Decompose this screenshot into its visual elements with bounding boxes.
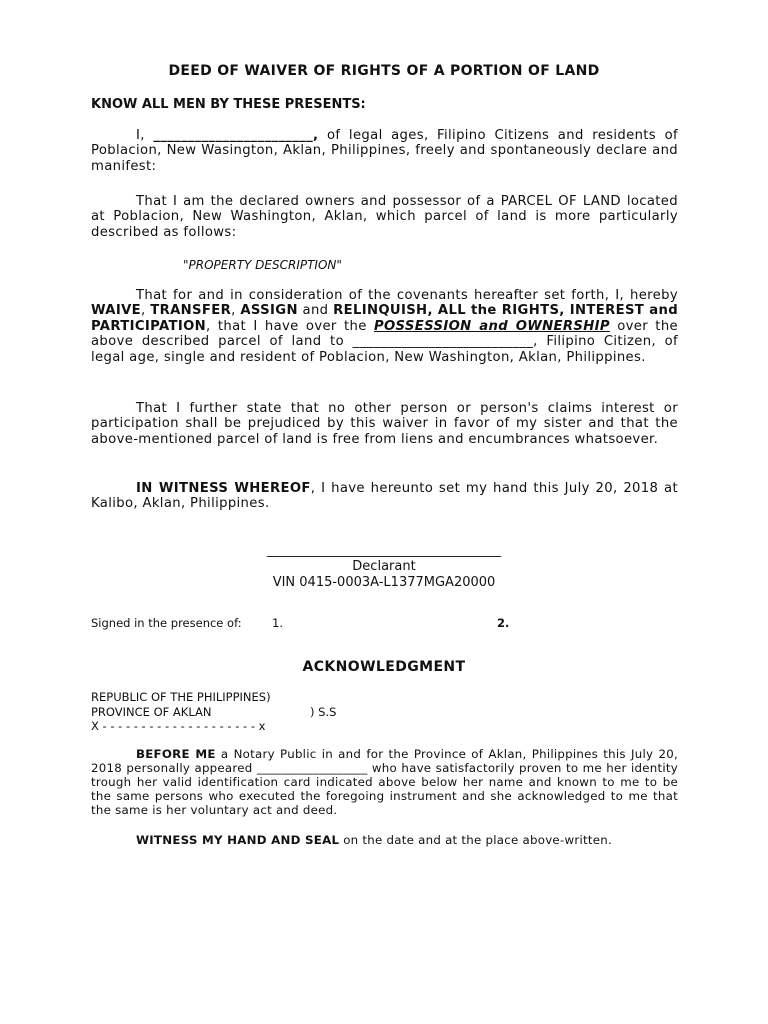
in-witness-whereof: IN WITNESS WHEREOF [136, 481, 311, 496]
before-me: BEFORE ME [136, 747, 216, 761]
witness-two-number: 2. [497, 616, 510, 630]
vin-number: VIN 0415-0003A-L1377MGA20000 [272, 575, 496, 590]
presence-label: Signed in the presence of: [91, 616, 242, 630]
acknowledgment-title: ACKNOWLEDGMENT [302, 659, 466, 675]
x-separator: X - - - - - - - - - - - - - - - - - - - - x [91, 719, 266, 733]
p3-and1: and [297, 303, 334, 319]
document-title: DEED OF WAIVER OF RIGHTS OF A PORTION OF LAND [168, 63, 600, 79]
republic-line: REPUBLIC OF THE PHILIPPINES) [91, 690, 271, 704]
signature-line: ____________________________________ [267, 543, 501, 558]
paragraph-no-claims: That I further state that no other person or person's claims interest or participation shall be prejudiced by this waiver in favor of my sister and that the above-mentioned parcel of land is free from liens and encumbrances whatsoever. [91, 401, 678, 447]
paragraph-declarant [91, 128, 678, 174]
witness-rest: on the date and at the place above-written. [339, 833, 612, 847]
paragraph-before-me [91, 747, 678, 817]
p3-t4: Filipino Citizen, of legal age, single and resident of Poblacion, New Washington, Aklan, Philippines. [91, 334, 678, 365]
know-all-heading: KNOW ALL MEN BY THESE PRESENTS: [91, 97, 366, 112]
property-description: "PROPERTY DESCRIPTION" [183, 258, 342, 272]
assign-term: ASSIGN [240, 303, 298, 319]
paragraph-witness-seal [91, 833, 678, 847]
recipient-name-blank: __________________________, [352, 334, 538, 350]
province-line: PROVINCE OF AKLAN [91, 705, 212, 719]
before-text: a Notary Public in and for the Province of Aklan, Philippines this July 20, 2018 personally appeared [91, 747, 678, 775]
transfer-term: TRANSFER [150, 303, 232, 319]
declarant-label: Declarant [352, 559, 416, 574]
witness-hand-seal: WITNESS MY HAND AND SEAL [136, 833, 340, 847]
p3-t2: , that I have over the [206, 318, 374, 334]
p1-rest: of legal ages, Filipino Citizens and residents of Poblacion, New Wasington, Aklan, Philippines, freely and spontaneously declare and manifest: [91, 128, 678, 174]
ss-label: ) S.S [310, 705, 337, 719]
witness-one-number: 1. [272, 616, 283, 630]
paragraph-witness [91, 481, 678, 512]
p5-rest: , I have hereunto set my hand this July 20, 2018 at Kalibo, Aklan, Philippines. [91, 481, 679, 512]
p3-t1: That for and in consideration of the covenants hereafter set forth, I, hereby [136, 288, 678, 303]
declarant-name-blank: _______________________, [153, 128, 319, 143]
p3-c2: , [231, 303, 241, 319]
possession-term: POSSESSION and OWNERSHIP [373, 318, 610, 334]
paragraph-waiver [91, 288, 678, 365]
p3-c1: , [141, 303, 151, 319]
paragraph-ownership: That I am the declared owners and possessor of a PARCEL OF LAND located at Poblacion, New Washington, Aklan, which parcel of land is more particularly described as follows: [91, 194, 678, 240]
p3-t3: over the above described parcel of land to [91, 318, 678, 350]
appeared-name-blank: __________________ [256, 761, 368, 775]
relinquish-term: RELINQUISH, ALL the RIGHTS, INTEREST and PARTICIPATION [91, 303, 678, 334]
waive-term: WAIVE [91, 303, 142, 319]
before-rest: who have satisfactorily proven to me her identity trough her valid identification card indicated above below her name and known to me to be the same persons who executed the foregoing instrument and she acknowledged to me that the same is her voluntary act and deed. [91, 761, 678, 817]
p1-i: I, [136, 128, 154, 143]
